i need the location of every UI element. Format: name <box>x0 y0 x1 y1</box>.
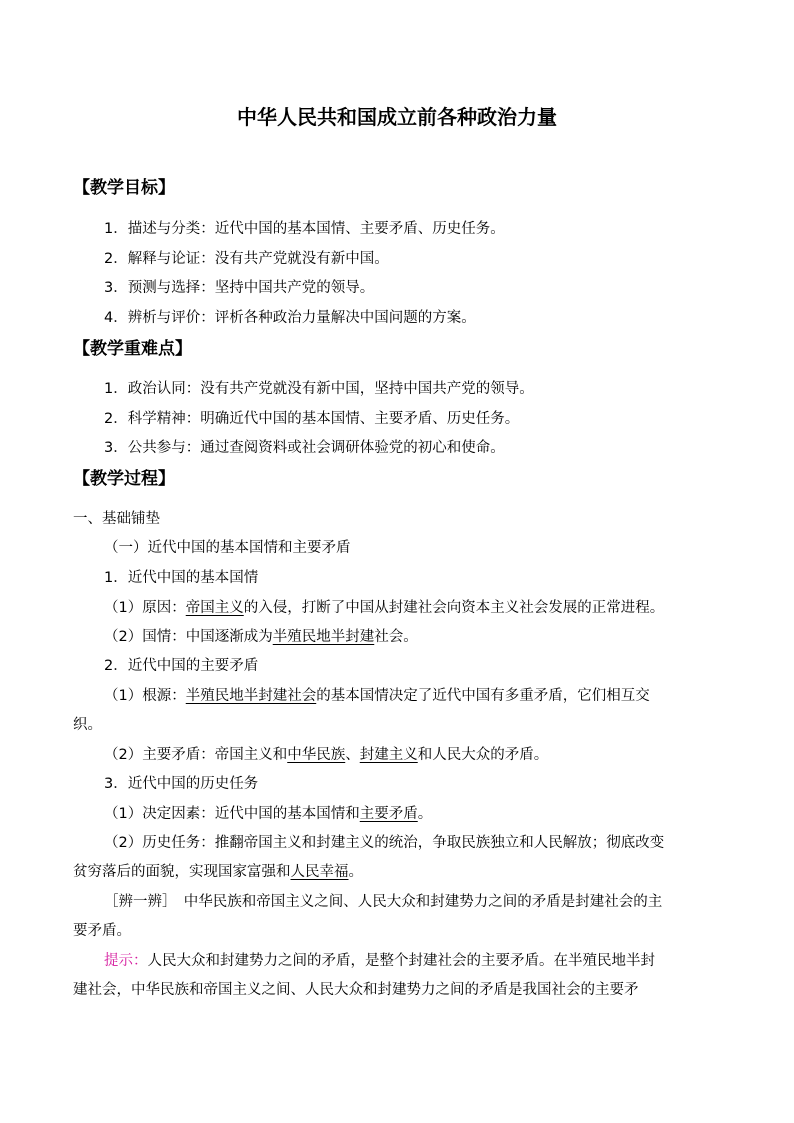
paragraph-root-line1 <box>104 685 650 707</box>
text: 人民大众和封建势力之间的矛盾，是整个封建社会的主要矛盾。在半殖民地半封 <box>147 953 655 969</box>
heading-key-points: 【教学重难点】 <box>73 339 192 359</box>
discussion-line1: ［辨一辨］ 中华民族和帝国主义之间、人民大众和封建势力之间的矛盾是封建社会的主 <box>104 894 663 910</box>
underlined-term: 人民幸福 <box>290 864 349 880</box>
item-heading-main-contradiction: 2．近代中国的主要矛盾 <box>104 658 259 674</box>
item-heading-historical-task: 3．近代中国的历史任务 <box>104 776 259 792</box>
text: 社会。 <box>374 629 418 645</box>
text: 的入侵，打断了中国从封建社会向资本主义社会发展的正常进程。 <box>243 600 665 616</box>
underlined-term: 封建主义 <box>359 747 418 763</box>
paragraph-main-contradiction <box>104 744 548 766</box>
heading-teaching-process: 【教学过程】 <box>73 469 175 489</box>
paragraph-root-line2: 织。 <box>73 717 102 733</box>
goal-item-4: 4．辨析与评价：评析各种政治力量解决中国问题的方案。 <box>104 310 476 326</box>
text: （2）主要矛盾：帝国主义和 <box>104 747 288 763</box>
discussion-line2: 要矛盾。 <box>73 923 131 939</box>
underlined-term: 主要矛盾 <box>359 806 418 822</box>
underlined-term: 半殖民地半封建 <box>272 629 375 645</box>
paragraph-factor <box>104 803 432 825</box>
page-title: 中华人民共和国成立前各种政治力量 <box>237 105 557 129</box>
text: 。 <box>348 864 363 880</box>
text: 。 <box>417 806 433 822</box>
text: （1）根源： <box>104 688 186 704</box>
text: （2）国情：中国逐渐成为 <box>104 629 273 645</box>
hint-line1 <box>104 950 655 972</box>
text: 和人民大众的矛盾。 <box>417 747 549 763</box>
goal-item-1: 1．描述与分类：近代中国的基本国情、主要矛盾、历史任务。 <box>104 221 505 237</box>
paragraph-reason <box>104 597 664 619</box>
text: （1）原因： <box>104 600 186 616</box>
paragraph-task-line2 <box>73 861 363 883</box>
section-heading: 一、基础铺垫 <box>73 511 160 527</box>
heading-teaching-goals: 【教学目标】 <box>73 178 175 198</box>
underlined-term: 中华民族 <box>287 747 346 763</box>
key-point-item-2: 2．科学精神：明确近代中国的基本国情、主要矛盾、历史任务。 <box>104 411 520 427</box>
text: 的基本国情决定了近代中国有多重矛盾，它们相互交 <box>316 688 650 704</box>
text: 、 <box>345 747 360 763</box>
underlined-term: 半殖民地半封建社会 <box>185 688 317 704</box>
text: 贫穷落后的面貌，实现国家富强和 <box>73 864 291 880</box>
key-point-item-1: 1．政治认同：没有共产党就没有新中国，坚持中国共产党的领导。 <box>104 381 534 397</box>
goal-item-2: 2．解释与论证：没有共产党就没有新中国。 <box>104 251 389 267</box>
key-point-item-3: 3．公共参与：通过查阅资料或社会调研体验党的初心和使命。 <box>104 440 505 456</box>
hint-line2: 建社会，中华民族和帝国主义之间、人民大众和封建势力之间的矛盾是我国社会的主要矛 <box>73 982 639 998</box>
text: （1）决定因素：近代中国的基本国情和 <box>104 806 360 822</box>
hint-label: 提示： <box>104 953 148 969</box>
paragraph-situation <box>104 626 418 648</box>
underlined-term: 帝国主义 <box>185 600 244 616</box>
paragraph-task-line1: （2）历史任务：推翻帝国主义和封建主义的统治，争取民族独立和人民解放；彻底改变 <box>104 835 665 851</box>
item-heading-basic-situation: 1．近代中国的基本国情 <box>104 570 259 586</box>
goal-item-3: 3．预测与选择：坚持中国共产党的领导。 <box>104 280 375 296</box>
subsection-heading: （一）近代中国的基本国情和主要矛盾 <box>104 540 351 556</box>
